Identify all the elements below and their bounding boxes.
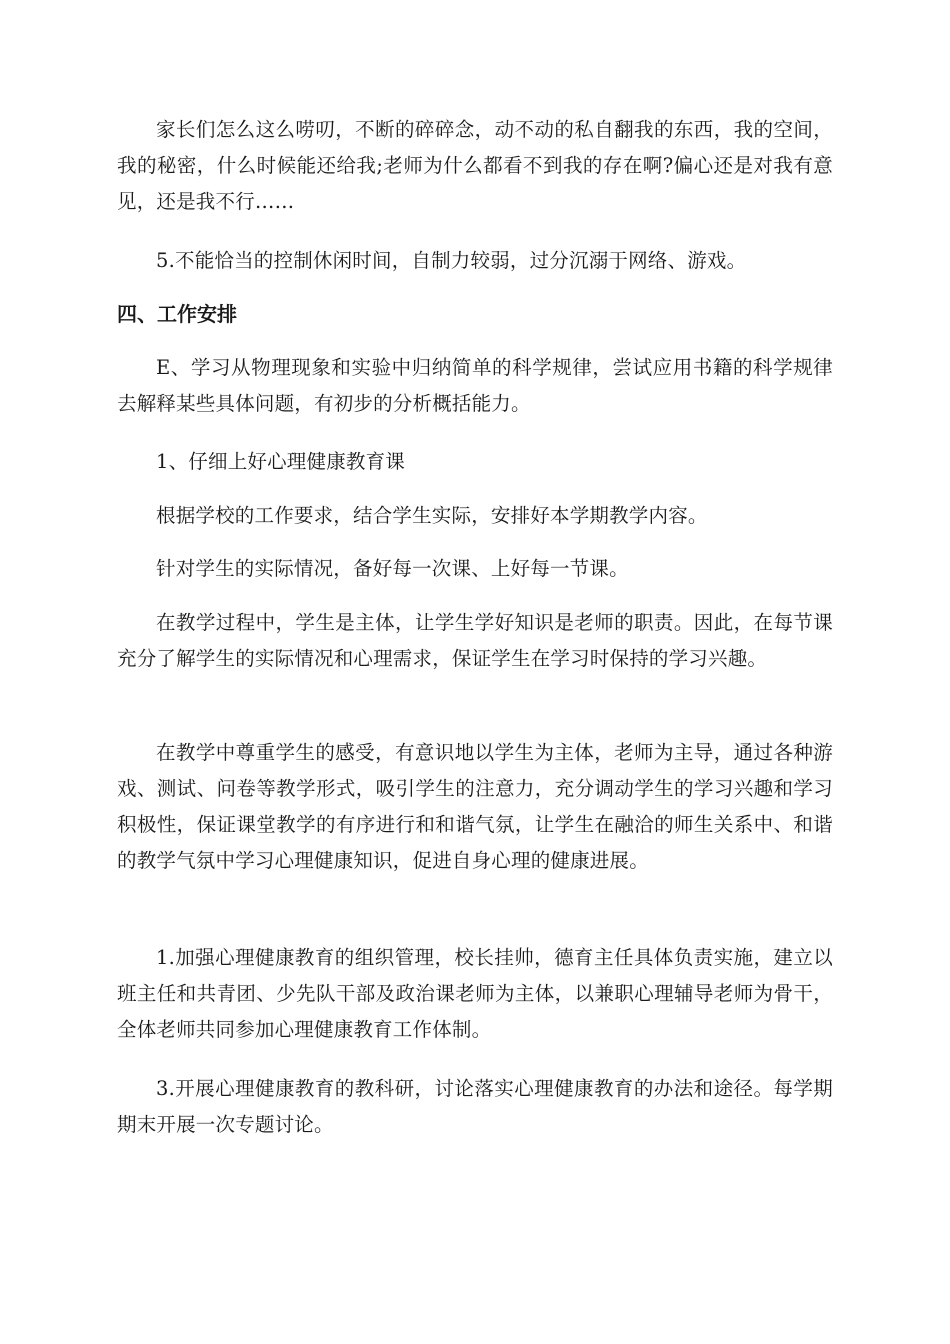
section-heading-work-arrangement: 四、工作安排	[117, 302, 237, 326]
paragraph-lesson-prep: 针对学生的实际情况，备好每一次课、上好每一节课。	[156, 557, 629, 580]
paragraph-teaching-plan: 根据学校的工作要求，结合学生实际，安排好本学期教学内容。	[156, 504, 708, 527]
paragraph-item-5: 5.不能恰当的控制休闲时间，自制力较弱，过分沉溺于网络、游戏。	[156, 249, 747, 272]
paragraph-parent-complaints: 家长们怎么这么唠叨，不断的碎碎念，动不动的私自翻我的东西，我的空间，我的秘密，什么时候能还给我;老师为什么都看不到我的存在啊?偏心还是对我有意见，还是我不行……	[117, 118, 833, 213]
paragraph-item-e: E、学习从物理现象和实验中归纳简单的科学规律，尝试应用书籍的科学规律去解释某些具体问题，有初步的分析概括能力。	[117, 356, 833, 415]
paragraph-item-3-research: 3.开展心理健康教育的教科研，讨论落实心理健康教育的办法和途径。每学期期末开展一次专题讨论。	[117, 1077, 833, 1136]
paragraph-subheading-1: 1、仔细上好心理健康教育课	[156, 450, 406, 473]
paragraph-respect-students: 在教学中尊重学生的感受，有意识地以学生为主体，老师为主导，通过各种游戏、测试、问卷等教学形式，吸引学生的注意力，充分调动学生的学习兴趣和学习积极性，保证课堂教学的有序进行和和谐气氛，让学生在融洽的师生关系中、和谐的教学气氛中学习心理健康知识，促进自身心理的健康进展。	[117, 741, 833, 872]
paragraph-student-subject: 在教学过程中，学生是主体，让学生学好知识是老师的职责。因此，在每节课充分了解学生的实际情况和心理需求，保证学生在学习时保持的学习兴趣。	[117, 611, 833, 670]
paragraph-item-1-management: 1.加强心理健康教育的组织管理，校长挂帅，德育主任具体负责实施，建立以班主任和共青团、少先队干部及政治课老师为主体，以兼职心理辅导老师为骨干，全体老师共同参加心理健康教育工作体制。	[117, 946, 833, 1041]
